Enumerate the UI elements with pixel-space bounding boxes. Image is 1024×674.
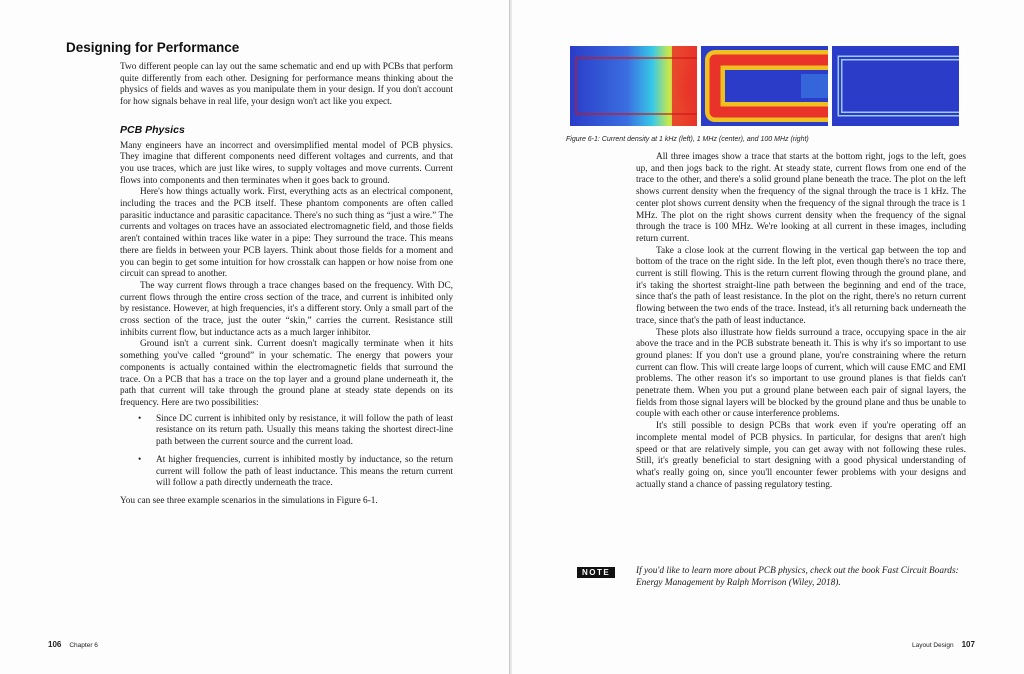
body-paragraph: These plots also illustrate how fields surround a trace, occupying space in the air above the trace and in the PCB substrate beneath it. This is why it's so important to use ground planes: If you don't use a ground plane, you're constraining where the return current can flow. This will create large loops of current, which will cause EMC and EMI problems. The other reason it's so important to use ground planes is that fields can't penetrate them. When you put a ground plane between each pair of signal layers, the fields from those signal layers will be blocked by the ground plane and thus be unable to couple with each other or cause interference problems.	[636, 327, 966, 420]
sim-100mhz-image	[832, 46, 959, 126]
left-folio	[48, 640, 98, 649]
body-paragraph: Ground isn't a current sink. Current doesn't magically terminate when it hits something you've called “ground” in your schematic. The energy that powers your components is actually contained within the electromagnetic fields that surround the trace. On a PCB that has a trace on the top layer and a ground plane underneath it, the path that current will take through the ground plane at steady state depends on its frequency. Here are two possibilities:	[120, 339, 453, 408]
closing-paragraph: You can see three example scenarios in the simulations in Figure 6-1.	[120, 495, 378, 506]
body-paragraph: Here's how things actually work. First, everything acts as an electrical component, including the traces and the PCB itself. These phantom components are often called parasitic inductance and parasitic capacitance. There's no such thing as “just a wire.” The currents and voltages on traces have an associated electromagnetic field, and those fields aren't contained within traces like water in a pipe: They surround the trace. This means there are fields in between your PCB layers. Think about those fields for a moment and you can begin to get some intuition for how crosstalk can happen or how noise from one circuit can spread to another.	[120, 187, 453, 280]
body-paragraph: It's still possible to design PCBs that work even if you're operating off an incomplete mental model of PCB physics. In particular, for designs that aren't high speed or that are relatively simple, you can get away with not following these rules. Still, it's greatly beneficial to start designing with a good physical understanding of what's really going on, since you'll encounter fewer problems with your designs and actually stand a chance of passing regulatory testing.	[636, 421, 966, 490]
left-text-column	[120, 62, 453, 508]
running-head: Chapter 6	[69, 642, 98, 649]
body-paragraph: All three images show a trace that starts at the bottom right, jogs to the left, goes up, and then jogs back to the right. At steady state, current flows from one end of the trace to the other, and there's a solid ground plane beneath the trace. The plot on the left shows current density when the frequency of the signal through the trace is 1 kHz. The center plot shows current density when the frequency of the signal through the trace is 1 MHz. The plot on the right shows current density when the frequency of the signal through the trace is 100 MHz. We're looking at all current in these images, including return current.	[636, 152, 966, 244]
note-text: If you'd like to learn more about PCB physics, check out the book Fast Circuit Boards: Energy Management by Ralph Morrison (Wiley, 2018).	[636, 566, 959, 588]
body-paragraph: Take a close look at the current flowing in the vertical gap between the top and bottom of the trace on the right side. In the left plot, even though there's no trace there, current is still flowing. This is the return current flowing through the ground plane, and it's taking the shortest straight-line path between the beginning and end of the trace, since that's the path of least resistance. In the plot on the right, there's no return current flowing between the two ends of the trace. Instead, it's all returning back underneath the trace, since that's the path of least inductance.	[636, 245, 966, 326]
list-item: • Since DC current is inhibited only by resistance, it will follow the path of least resistance on its return path. Usually this means taking the shortest direct-line path between the current source and the current load.	[156, 414, 453, 449]
section-title: Designing for Performance	[66, 40, 240, 55]
body-paragraph: The way current flows through a trace changes based on the frequency. With DC, current flows through the entire cross section of the trace, and current is inhibited only by resistance. However, at high frequencies, it's a different story. Only a small part of the cross section of the trace, just the outer “skin,” carries the current. Resistance still inhibits current flow, but inductance acts as a much larger inhibitor.	[120, 280, 453, 338]
sim-1khz-image	[570, 46, 697, 126]
note-label: NOTE	[577, 567, 615, 578]
list-item: • At higher frequencies, current is inhibited mostly by inductance, so the return current will follow the path of least inductance. This means the return current will follow a path directly underneath the trace.	[156, 455, 453, 490]
bullet-list	[120, 414, 453, 490]
subsection-title: PCB Physics	[120, 123, 185, 136]
right-text-column	[636, 152, 966, 491]
right-folio	[912, 640, 975, 649]
left-page	[0, 0, 510, 674]
figure-caption: Figure 6-1: Current density at 1 kHz (left), 1 MHz (center), and 100 MHz (right)	[566, 136, 809, 143]
body-paragraph: Many engineers have an incorrect and oversimplified mental model of PCB physics. They imagine that different components need different voltages and currents, and that you use traces, which are just like wires, to supply voltages and move currents. Current flows into components and then terminates when it goes back to ground.	[120, 140, 453, 186]
right-page	[512, 0, 1024, 674]
page-number: 107	[961, 640, 975, 649]
intro-paragraph: Two different people can lay out the same schematic and end up with PCBs that perform quite differently from each other. Designing for performance means thinking about the physics of fields and waves as you manipulate them in your design. If you don't account for how signals behave in real life, your design won't act like you expect.	[120, 62, 453, 108]
sim-1mhz-image	[701, 46, 828, 126]
running-head: Layout Design	[912, 642, 954, 649]
page-number: 106	[48, 640, 62, 649]
